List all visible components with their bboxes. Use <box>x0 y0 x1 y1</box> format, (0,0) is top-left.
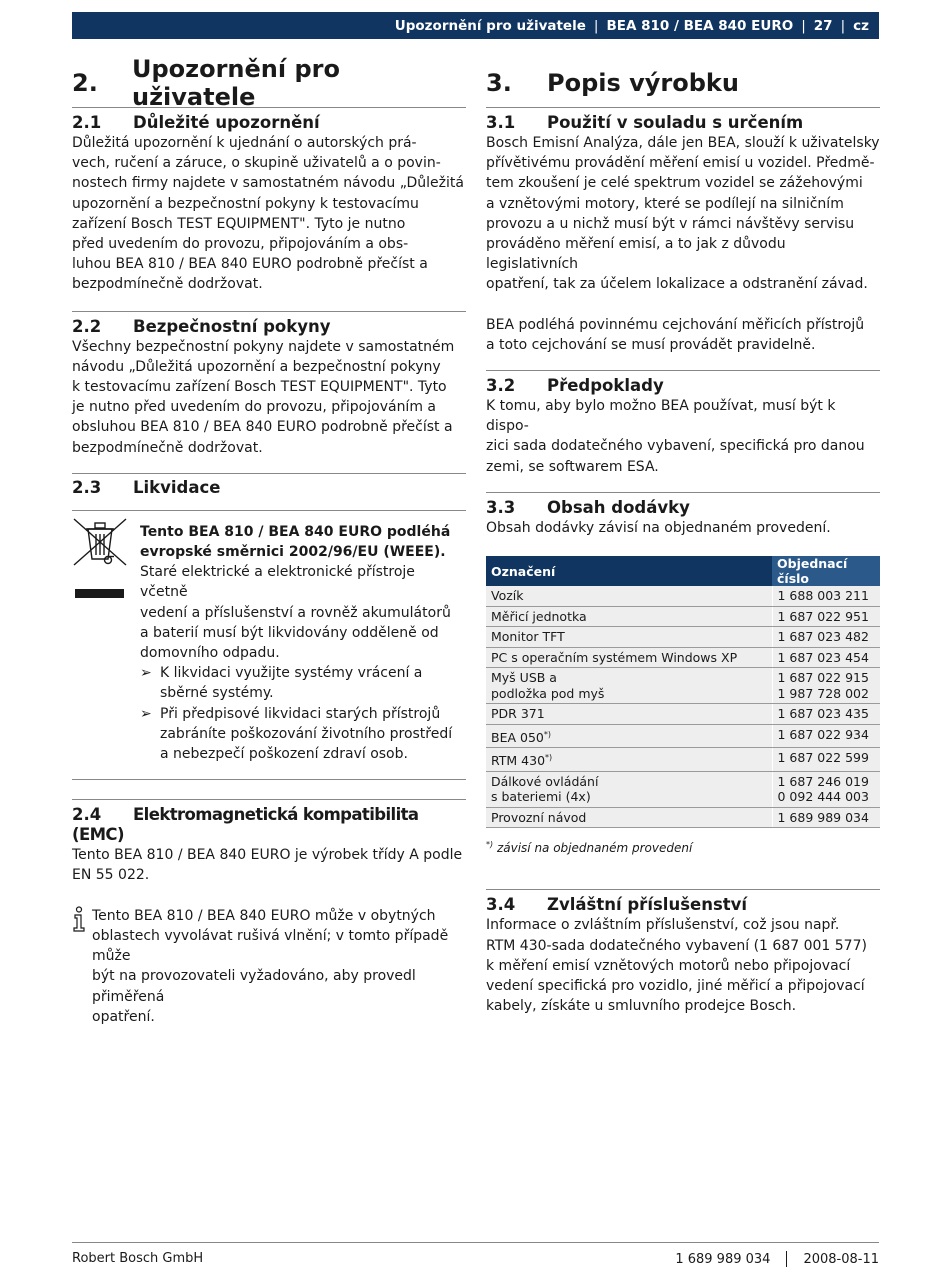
weee-text-block <box>140 517 466 764</box>
divider <box>486 889 880 890</box>
designation-cell: PC s operačním systémem Windows XP <box>486 647 772 668</box>
table-row <box>486 606 880 627</box>
designation-cell: Dálkové ovládání s bateriemi (4x) <box>486 771 772 807</box>
section-3-3-text: Obsah dodávky závisí na objednaném provedení. <box>486 519 831 536</box>
emc-info-note <box>72 906 466 1027</box>
divider <box>72 799 466 800</box>
table-header-row <box>486 556 880 586</box>
section-3-1 <box>486 113 880 355</box>
weee-directive-text: Tento BEA 810 / BEA 840 EURO podléhá evropské směrnici 2002/96/EU (WEEE). <box>140 523 451 561</box>
divider <box>486 370 880 371</box>
section-3-4 <box>486 895 880 1016</box>
section-3-3-heading: 3.3 Obsah dodávky <box>486 497 690 517</box>
table-row <box>486 704 880 725</box>
table-row <box>486 771 880 807</box>
section-2-3 <box>72 478 466 780</box>
column-header-designation: Označení <box>486 556 772 586</box>
table-row <box>486 807 880 828</box>
section-3-4-text: Informace o zvláštním příslušenství, což jsou např. RTM 430-sada dodatečného vybavení (1 687 001 577) k měření emisí vznětových motorů nebo připojovací vedení specifická pro vozidlo, jiné měřicí a připojovací kabely, získáte u smluvního prodejce Bosch. <box>486 917 867 1015</box>
section-3-4-heading: 3.4 Zvláštní příslušenství <box>486 895 748 915</box>
order-number-cell: 1 687 022 599 <box>772 748 880 772</box>
chapter-2-title: 2. Upozornění pro uživatele <box>72 58 466 108</box>
footer-doc-number: 1 689 989 034 <box>675 1251 771 1267</box>
footnote-mark: *) <box>545 753 553 763</box>
weee-notice <box>72 517 466 764</box>
header-separator: | <box>840 17 846 34</box>
divider <box>72 473 466 474</box>
designation-cell: Myš USB a podložka pod myš <box>486 668 772 704</box>
weee-black-bar <box>75 589 124 598</box>
section-2-2 <box>72 317 466 458</box>
section-2-4-heading: 2.4 Elektromagnetická kompatibilita (EMC) <box>72 805 419 845</box>
delivery-contents-table <box>486 556 880 828</box>
section-2-4 <box>72 805 466 1027</box>
footer-date: 2008-08-11 <box>803 1251 879 1267</box>
table-footnote: *) závisí na objednaném provedení <box>486 840 693 856</box>
section-3-3 <box>486 498 880 856</box>
right-column <box>486 58 880 1016</box>
list-item: ➢ Při předpisové likvidaci starých přístrojů zabráníte poškozování životního prostředí a nebezpečí poškození zdraví osob. <box>140 704 466 765</box>
header-separator: | <box>801 17 806 34</box>
table-row <box>486 668 880 704</box>
chapter-3-title: 3. Popis výrobku <box>486 58 880 108</box>
page-footer <box>72 1242 879 1267</box>
designation-cell: Monitor TFT <box>486 627 772 648</box>
order-number-cell: 1 687 022 915 1 987 728 002 <box>772 668 880 704</box>
designation-cell: Vozík <box>486 586 772 606</box>
divider <box>486 492 880 493</box>
arrow-bullet-icon: ➢ <box>140 705 152 722</box>
section-2-2-heading: 2.2 Bezpečnostní pokyny <box>72 316 331 336</box>
info-icon <box>72 906 92 1027</box>
footer-company: Robert Bosch GmbH <box>72 1251 204 1266</box>
order-number-cell: 1 687 023 482 <box>772 627 880 648</box>
header-language: cz <box>853 17 869 34</box>
designation-cell: BEA 050*) <box>486 724 772 748</box>
section-2-2-text: Všechny bezpečnostní pokyny najdete v samostatném návodu „Důležitá upozornění a bezpečnostní pokyny k testovacímu zařízení Bosch TEST EQUIPMENT". Tyto je nutno před uvedením do provozu, připojováním a obsluhou BEA 810 / BEA 840 EURO podrobně přečíst a bezpodmínečně dodržovat. <box>72 338 455 456</box>
footnote-mark: *) <box>543 729 551 739</box>
divider <box>72 779 466 780</box>
footer-separator <box>786 1251 787 1267</box>
table-row <box>486 647 880 668</box>
section-2-3-heading: 2.3 Likvidace <box>72 477 221 497</box>
table-row <box>486 748 880 772</box>
designation-cell: RTM 430*) <box>486 748 772 772</box>
list-item: ➢ K likvidaci využijte systémy vrácení a sběrné systémy. <box>140 663 466 703</box>
section-3-1-calibration-text: BEA podléhá povinnému cejchování měřicích přístrojů a toto cejchování se musí provádět pravidelně. <box>486 316 865 353</box>
weee-bin-icon <box>72 517 140 764</box>
designation-cell: Provozní návod <box>486 807 772 828</box>
order-number-cell: 1 688 003 211 <box>772 586 880 606</box>
header-page-number: 27 <box>813 17 833 34</box>
header-product: BEA 810 / BEA 840 EURO <box>606 17 794 34</box>
table-body <box>486 586 880 828</box>
designation-cell: Měřicí jednotka <box>486 606 772 627</box>
arrow-bullet-icon: ➢ <box>140 665 152 682</box>
section-2-1-text: Důležitá upozornění k ujednání o autorských prá- vech, ručení a záruce, o skupině uživatelů a o povin- nostech firmy najdete v samostatném návodu „Důležitá upozornění a bezpečnostní pokyny k testovacímu zařízení Bosch TEST EQUIPMENT". Tyto je nutno před uvedením do provozu, připojováním a obs- luhou BEA 810 / BEA 840 EURO podrobně přečíst a bezpodmínečně dodržovat. <box>72 135 464 293</box>
section-2-4-text: Tento BEA 810 / BEA 840 EURO je výrobek třídy A podle EN 55 022. <box>72 847 463 884</box>
header-section: Upozornění pro uživatele <box>394 17 586 34</box>
order-number-cell: 1 687 022 934 <box>772 724 880 748</box>
section-3-2-text: K tomu, aby bylo možno BEA používat, musí být k dispo- zici sada dodatečného vybavení, specifická pro danou zemi, se softwarem ESA. <box>486 398 865 475</box>
header-separator: | <box>593 17 599 34</box>
emc-note-text: Tento BEA 810 / BEA 840 EURO může v obytných oblastech vyvolávat rušivá vlnění; v tomto případě může být na provozovateli vyžadováno, aby provedl přiměřená opatření. <box>92 907 449 1025</box>
order-number-cell: 1 687 023 435 <box>772 704 880 725</box>
section-3-2-heading: 3.2 Předpoklady <box>486 376 664 396</box>
section-3-1-heading: 3.1 Použití v souladu s určením <box>486 113 804 132</box>
divider <box>72 510 466 511</box>
table-row <box>486 627 880 648</box>
table-row <box>486 586 880 606</box>
left-column <box>72 54 466 1027</box>
column-header-order-number: Objednací číslo <box>772 556 880 586</box>
weee-disposal-text: Staré elektrické a elektronické přístroje včetně vedení a příslušenství a rovněž akumulátorů a baterií musí být likvidovány odděleně od domovního odpadu. <box>140 564 451 662</box>
order-number-cell: 1 687 022 951 <box>772 606 880 627</box>
designation-cell: PDR 371 <box>486 704 772 725</box>
section-2-1-heading: 2.1 Důležité upozornění <box>72 113 320 132</box>
section-2-1 <box>72 113 466 295</box>
page-header <box>72 12 879 39</box>
section-3-1-text: Bosch Emisní Analýza, dále jen BEA, slouží k uživatelsky přívětivému provádění měření emisí u vozidel. Předmě- tem zkoušení je celé spektrum vozidel se zážehovými a vznětovými motory, které se podílejí na silničním provozu a u nichž musí být v rámci návštěvy servisu prováděno měření emisí, a to jak z důvodu legislativních opatření, tak za účelem lokalizace a odstranění závad. <box>486 135 880 293</box>
crossed-bin-icon <box>72 517 130 569</box>
divider <box>72 311 466 312</box>
order-number-cell: 1 687 246 019 0 092 444 003 <box>772 771 880 807</box>
order-number-cell: 1 689 989 034 <box>772 807 880 828</box>
order-number-cell: 1 687 023 454 <box>772 647 880 668</box>
table-row <box>486 724 880 748</box>
section-3-2 <box>486 376 880 477</box>
